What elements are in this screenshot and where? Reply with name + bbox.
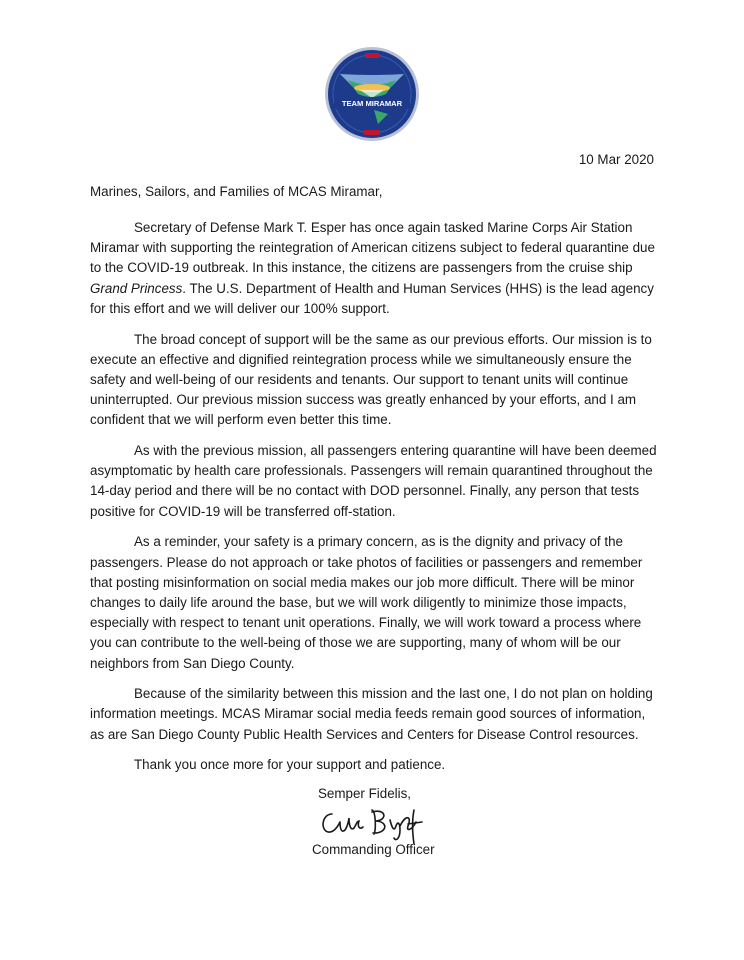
letter-body	[90, 218, 658, 786]
paragraph-4: As a reminder, your safety is a primary concern, as is the dignity and privacy of the passengers. Please do not approach or take photos of facilities or passengers and remember that posting misinformation on social media makes our job more difficult. There will be minor changes to daily life around the base, but we will work diligently to minimize those impacts, especially with respect to tenant unit operations. Finally, we will work toward a process where you can contribute to the well-being of those we are supporting, many of whom will be our neighbors from San Diego County.	[90, 534, 643, 671]
closing: Semper Fidelis,	[318, 786, 412, 801]
ship-name: Grand Princess	[90, 280, 183, 296]
logo-text: TEAM MIRAMAR	[341, 99, 403, 108]
team-miramar-logo	[324, 46, 420, 142]
paragraph-1-text-b: . The U.S. Department of Health and Human Services (HHS) is the lead agency for this effort and we will deliver our 100% support.	[90, 280, 654, 316]
paragraph-6: Thank you once more for your support and patience.	[134, 757, 446, 773]
salutation: Marines, Sailors, and Families of MCAS Miramar,	[90, 184, 383, 199]
signer-title: Commanding Officer	[312, 842, 435, 857]
paragraph-1-text-a: Secretary of Defense Mark T. Esper has once again tasked Marine Corps Air Station Miramar with supporting the reintegration of American citizens subject to federal quarantine due to the COVID-19 outbreak. In this instance, the citizens are passengers from the cruise ship	[90, 220, 655, 276]
handwritten-signature	[316, 800, 434, 846]
paragraph-2: The broad concept of support will be the same as our previous efforts. Our mission is to execute an effective and dignified reintegration process while we simultaneously ensure the safety and well-being of our residents and tenants. Our support to tenant units will continue uninterrupted. Our previous mission success was greatly enhanced by your efforts, and I am confident that we will perform even better this time.	[90, 331, 652, 428]
letter-date: 10 Mar 2020	[578, 152, 654, 167]
paragraph-5: Because of the similarity between this mission and the last one, I do not plan on holding information meetings. MCAS Miramar social media feeds remain good sources of information, as are San Diego County Public Health Services and Centers for Disease Control resources.	[90, 686, 653, 742]
paragraph-1	[90, 218, 658, 319]
paragraph-3: As with the previous mission, all passengers entering quarantine will have been deemed asymptomatic by health care professionals. Passengers will remain quarantined throughout the 14-day period and there will be no contact with DOD personnel. Finally, any person that tests positive for COVID-19 will be transferred off-station.	[90, 443, 657, 519]
